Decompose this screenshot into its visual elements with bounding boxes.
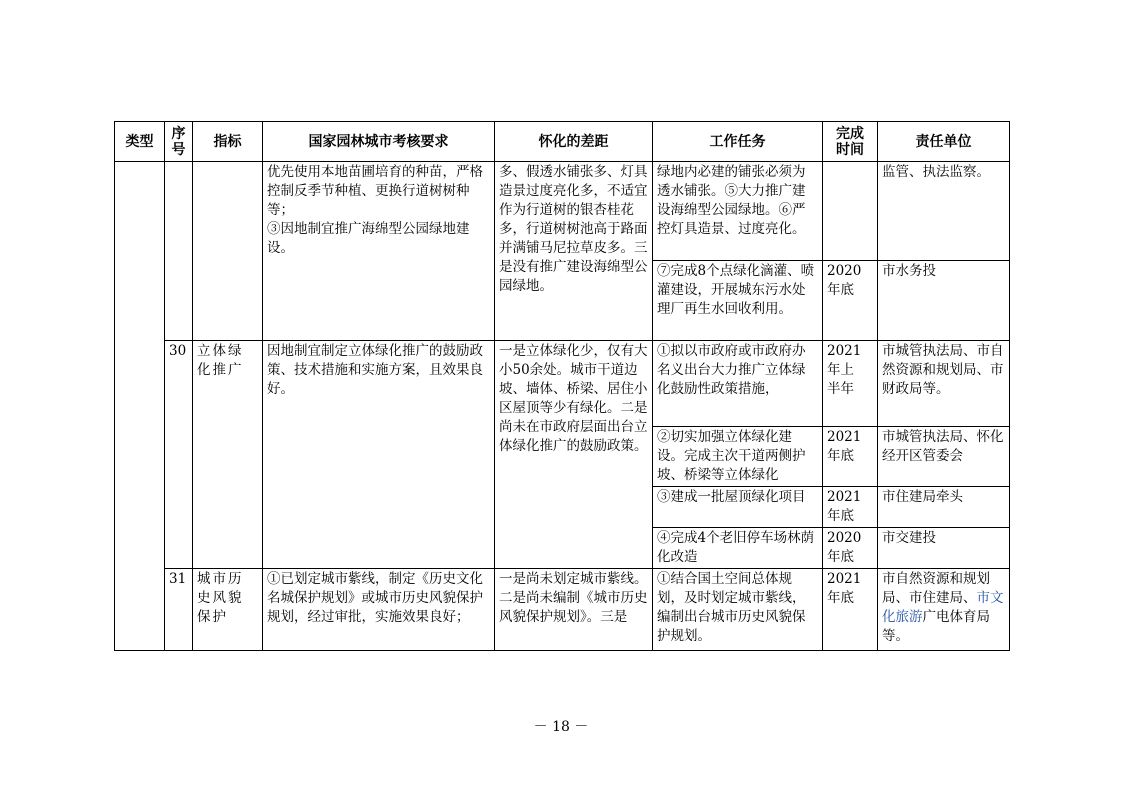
time-cell: 2020 年底 [823, 528, 878, 569]
unit-cell: 市住建局牵头 [878, 487, 1010, 528]
task-cell: ⑦完成8个点绿化滴灌、喷灌建设，开展城东污水处理厂再生水回收利用。 [653, 261, 823, 341]
table-row [115, 162, 1010, 261]
task-cell: 绿地内必建的铺张必须为透水铺张。⑤大力推广建设海绵型公园绿地。⑥严控灯具造景、过度亮化。 [653, 162, 823, 261]
gap-cell: 一是立体绿化少，仅有大小50余处。城市干道边坡、墙体、桥梁、居住小区屋顶等少有绿化。二是尚未在市政府层面出台立体绿化推广的鼓励政策。 [495, 341, 653, 569]
requirement-cell: ①已划定城市紫线，制定《历史文化名城保护规划》或城市历史风貌保护规划，经过审批，实施效果良好； [263, 569, 495, 651]
header-requirement: 国家园林城市考核要求 [263, 122, 495, 162]
indicator-cell [193, 162, 263, 341]
no-cell: 31 [165, 569, 193, 651]
header-task: 工作任务 [653, 122, 823, 162]
header-time: 完成 时间 [823, 122, 878, 162]
indicator-cell: 立体绿化推广 [193, 341, 263, 569]
unit-cell [878, 569, 1010, 651]
unit-text: 市自然资源和规划局、市住建局、 [882, 571, 990, 606]
unit-cell: 市水务投 [878, 261, 1010, 341]
time-cell: 2021 年底 [823, 569, 878, 651]
task-cell: ①拟以市政府或市政府办名义出台大力推广立体绿化鼓励性政策措施， [653, 341, 823, 427]
time-cell [823, 162, 878, 261]
table-row [115, 341, 1010, 427]
assessment-table [114, 121, 1010, 651]
type-cell [115, 162, 165, 651]
task-cell: ④完成4个老旧停车场林荫化改造 [653, 528, 823, 569]
header-row [115, 122, 1010, 162]
time-cell: 2021 年底 [823, 427, 878, 487]
no-cell [165, 162, 193, 341]
time-cell: 2020 年底 [823, 261, 878, 341]
header-gap: 怀化的差距 [495, 122, 653, 162]
unit-cell: 监管、执法监察。 [878, 162, 1010, 261]
unit-text-highlighted: 市文化旅游 [882, 590, 1004, 625]
table-row [115, 569, 1010, 651]
unit-cell: 市城管执法局、怀化经开区管委会 [878, 427, 1010, 487]
requirement-cell: 优先使用本地苗圃培育的种苗，严格控制反季节种植、更换行道树树种等； ③因地制宜推广海绵型公园绿地建设。 [263, 162, 495, 341]
page-number: － 18 － [533, 719, 589, 735]
task-cell: ①结合国土空间总体规划，及时划定城市紫线，编制出台城市历史风貌保护规划。 [653, 569, 823, 651]
gap-cell: 一是尚未划定城市紫线。二是尚未编制《城市历史风貌保护规划》。三是 [495, 569, 653, 651]
requirement-cell: 因地制宜制定立体绿化推广的鼓励政策、技术措施和实施方案，且效果良好。 [263, 341, 495, 569]
header-unit: 责任单位 [878, 122, 1010, 162]
header-no: 序 号 [165, 122, 193, 162]
time-cell: 2021 年底 [823, 487, 878, 528]
unit-cell: 市城管执法局、市自然资源和规划局、市财政局等。 [878, 341, 1010, 427]
header-indicator: 指标 [193, 122, 263, 162]
unit-text-tail: 广电体育局等。 [882, 609, 990, 644]
task-cell: ②切实加强立体绿化建设。完成主次干道两侧护坡、桥梁等立体绿化 [653, 427, 823, 487]
gap-cell: 多、假透水铺张多、灯具造景过度亮化多，不适宜作为行道树的银杏桂花多，行道树树池高于路面并满铺马尼拉草皮多。三是没有推广建设海绵型公园绿地。 [495, 162, 653, 341]
unit-cell: 市交建投 [878, 528, 1010, 569]
indicator-cell: 城市历史风貌保护 [193, 569, 263, 651]
no-cell: 30 [165, 341, 193, 569]
header-type: 类型 [115, 122, 165, 162]
time-cell: 2021 年上 半年 [823, 341, 878, 427]
task-cell: ③建成一批屋顶绿化项目 [653, 487, 823, 528]
